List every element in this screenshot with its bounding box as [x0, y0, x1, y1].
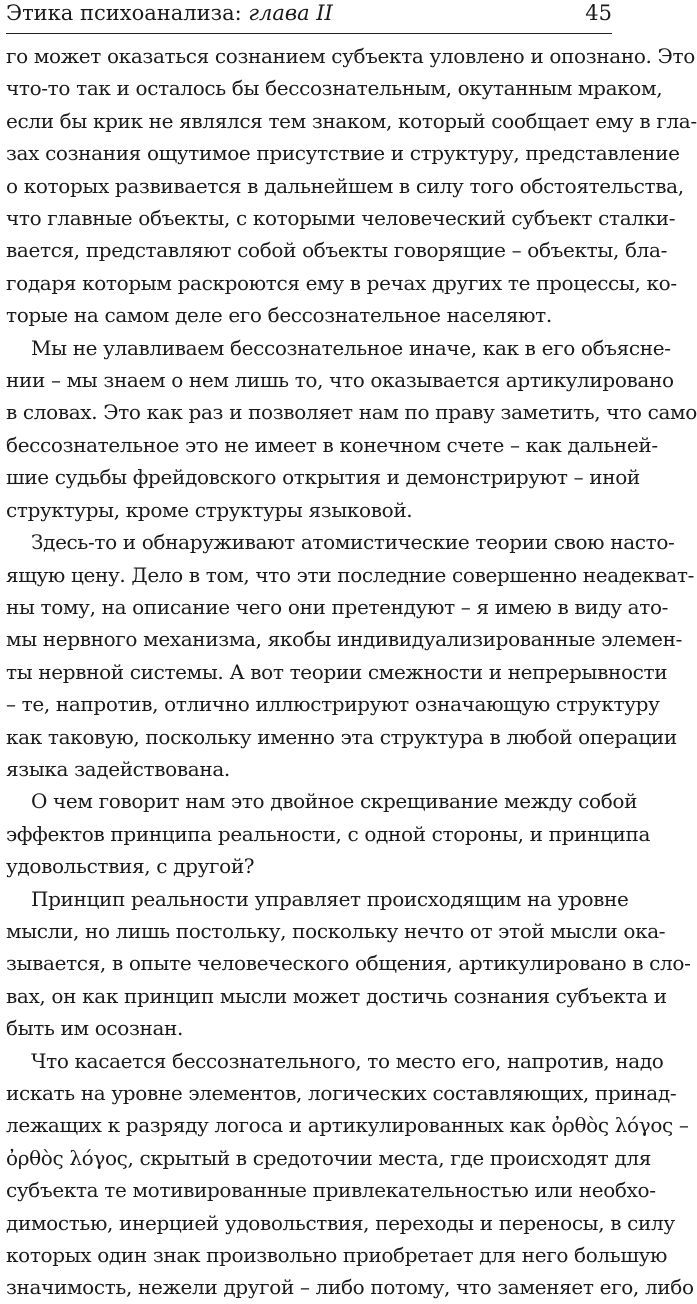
text-line: ящую цену. Дело в том, что эти последние совершенно неадекват-	[6, 562, 695, 587]
text-line: димостью, инерцией удовольствия, переходы и переносы, в силу	[6, 1210, 675, 1235]
text-line: Здесь-то и обнаруживают атомистические теории свою насто-	[31, 530, 675, 555]
text-line: нии – мы знаем о нем лишь то, что оказывается артикулировано	[6, 368, 674, 393]
text-line: мы нервного механизма, якобы индивидуализированные элемен-	[6, 627, 683, 652]
paragraph	[6, 883, 691, 1045]
text-line: зывается, в опыте человеческого общения, артикулировано в сло-	[6, 951, 691, 976]
text-line: если бы крик не являлся тем знаком, который сообщает ему в гла-	[6, 108, 697, 133]
text-line: Что касается бессознательного, то место его, напротив, надо	[31, 1048, 664, 1073]
paragraph	[6, 1045, 694, 1304]
text-line: годаря которым раскроются ему в речах других те процессы, ко-	[6, 270, 677, 295]
text-line: Принцип реальности управляет происходящим на уровне	[31, 886, 629, 911]
text-line: языка задействована.	[6, 756, 230, 781]
text-line: го может оказаться сознанием субъекта уловлено и опознано. Это	[6, 44, 695, 68]
text-line: что-то так и осталось бы бессознательным, окутанным мраком,	[6, 76, 663, 101]
text-line: удовольствия, с другой?	[6, 854, 255, 879]
header-rule	[6, 33, 612, 34]
text-line: зах сознания ощутимое присутствие и структуру, представление	[6, 141, 680, 166]
page-number: 45	[585, 1, 612, 25]
text-line: – те, напротив, отлично иллюстрируют означающую структуру	[6, 692, 660, 717]
text-line: как таковую, поскольку именно эта структура в любой операции	[6, 724, 677, 749]
text-line: ны тому, на описание чего они претендуют – я имею в виду ато-	[6, 594, 669, 619]
text-line: ты нервной системы. А вот теории смежности и непрерывности	[6, 659, 668, 684]
running-title	[6, 0, 333, 26]
text-line: которых один знак произвольно приобретает для него большую	[6, 1243, 668, 1268]
text-line: о которых развивается в дальнейшем в силу того обстоятельства,	[6, 173, 684, 198]
paragraph	[6, 40, 697, 332]
text-line: быть им осознан.	[6, 1016, 184, 1041]
text-line: мысли, но лишь постольку, поскольку нечто от этой мысли ока-	[6, 918, 666, 943]
text-line: в словах. Это как раз и позволяет нам по праву заметить, что само	[6, 400, 697, 425]
text-line: эффектов принципа реальности, с одной стороны, и принципа	[6, 821, 651, 846]
text-line: Мы не улавливаем бессознательное иначе, как в его объяснe-	[31, 335, 671, 360]
text-line: ὀρθὸς λόγος, скрытый в средоточии места, где происходят для	[6, 1145, 651, 1170]
running-title-prefix: Этика психоанализа:	[6, 1, 249, 25]
text-line: лежащих к разряду логоса и артикулированных как ὀρθὸς λόγος –	[6, 1113, 689, 1138]
text-line: структуры, кроме структуры языковой.	[6, 497, 413, 522]
paragraph	[6, 332, 697, 526]
text-line: субъекта те мотивированные привлекательностью или необхо-	[6, 1178, 656, 1203]
text-line: значимость, нежели другой – либо потому, что заменяет его, либо	[6, 1275, 694, 1300]
text-line: О чем говорит нам это двойное скрещивание между собой	[31, 789, 638, 814]
text-line: шие судьбы фрейдовского открытия и демонстрируют – иной	[6, 465, 640, 490]
running-head	[6, 0, 612, 34]
paragraph	[6, 526, 695, 785]
text-line: вается, представляют собой объекты говорящие – объекты, бла-	[6, 238, 667, 263]
text-line: торые на самом деле его бессознательное населяют.	[6, 303, 552, 328]
text-line: искать на уровне элементов, логических составляющих, принад-	[6, 1081, 677, 1105]
text-line: вах, он как принцип мысли может достичь сознания субъекта и	[6, 983, 667, 1008]
running-title-chapter: глава II	[248, 1, 333, 25]
body-text	[6, 40, 697, 1304]
text-line: что главные объекты, с которыми человеческий субъект сталки-	[6, 206, 676, 231]
text-line: бессознательное это не имеет в конечном счете – как дальней-	[6, 432, 658, 457]
paragraph	[6, 785, 651, 882]
